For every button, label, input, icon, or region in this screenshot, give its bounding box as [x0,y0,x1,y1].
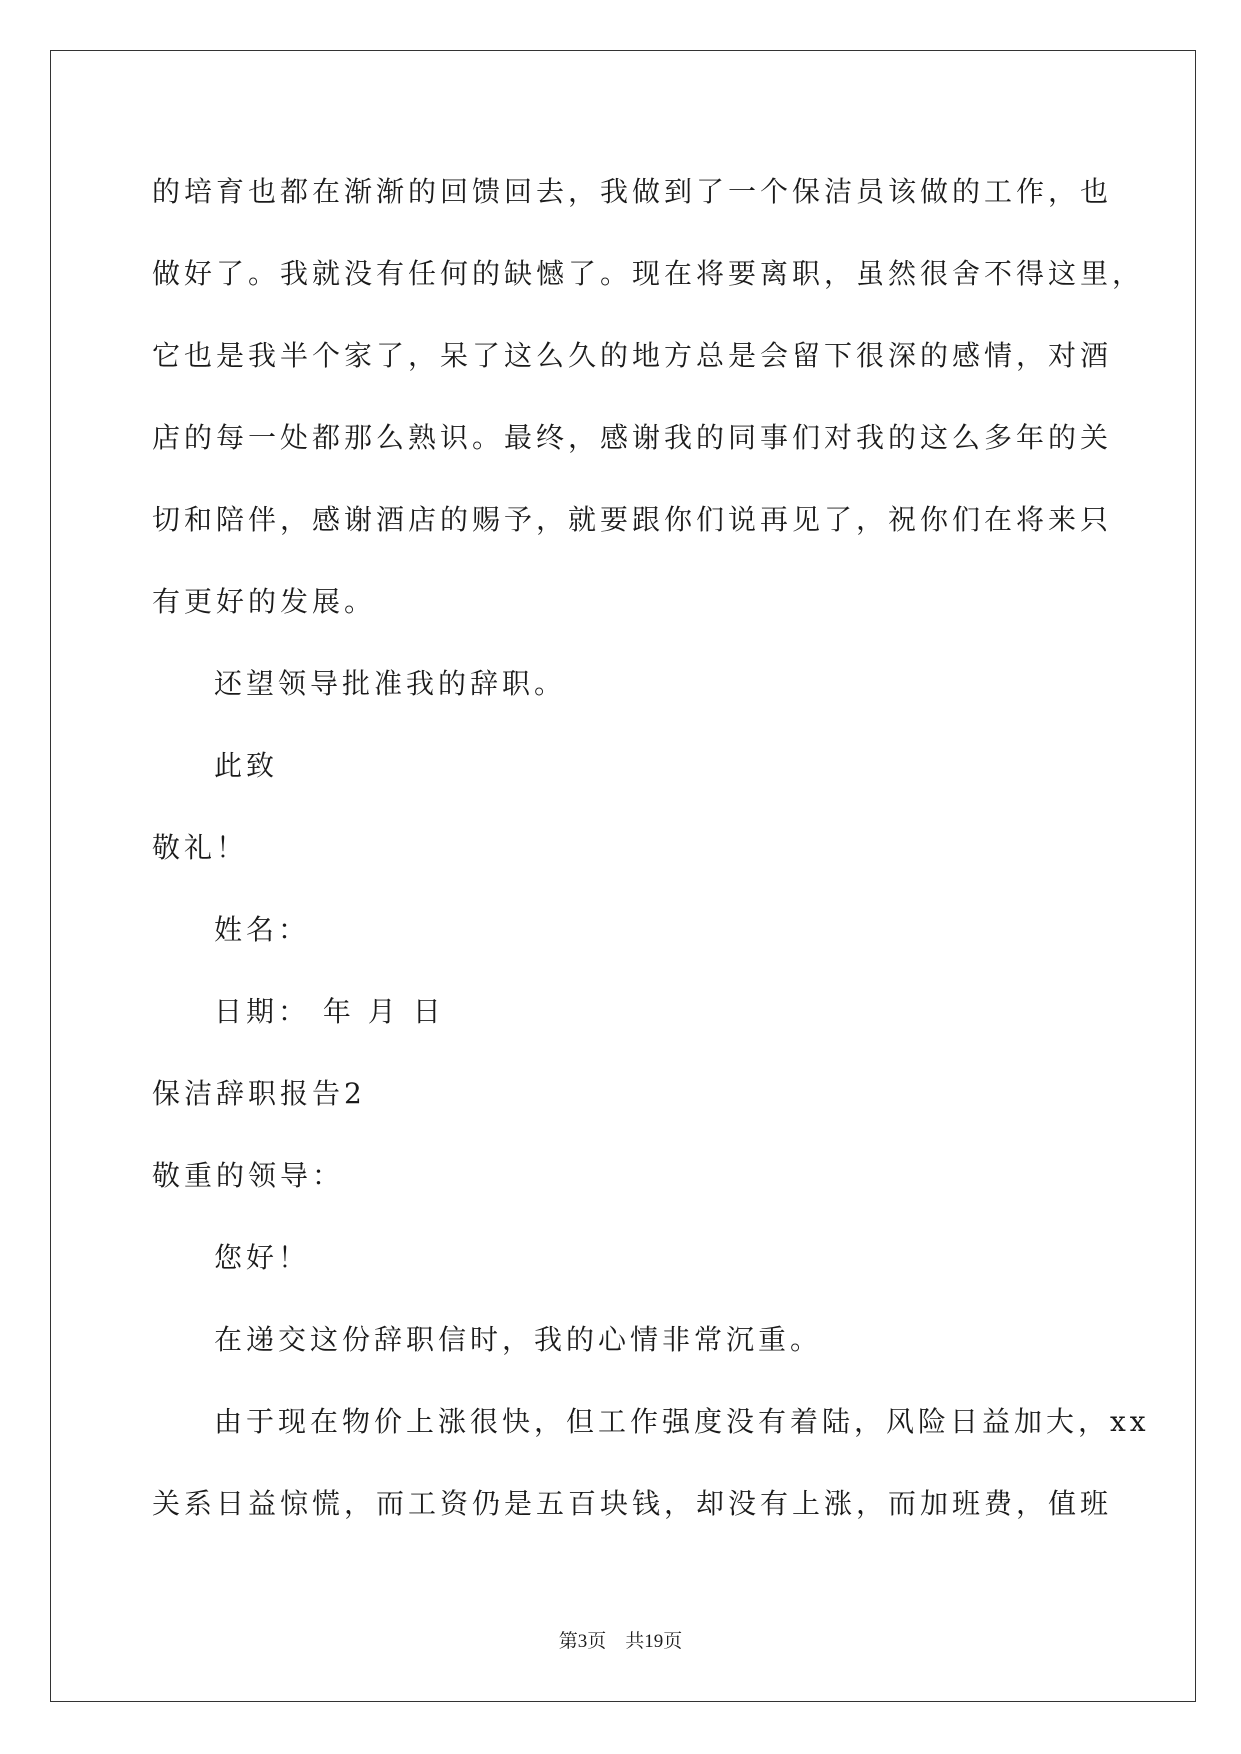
body-line: 它也是我半个家了，呆了这么久的地方总是会留下很深的感情，对酒 [152,339,1113,372]
body-line: 做好了。我就没有任何的缺憾了。现在将要离职，虽然很舍不得这里， [152,257,1145,290]
body-line: 由于现在物价上涨很快，但工作强度没有着陆，风险日益加大，xx [214,1405,1150,1438]
signature-date-label: 日期： 年 月 日 [214,995,445,1028]
page-number-footer: 第3页 共19页 [558,1631,683,1652]
body-line: 在递交这份辞职信时，我的心情非常沉重。 [214,1323,823,1356]
body-line: 关系日益惊慌，而工资仍是五百块钱，却没有上涨，而加班费，值班 [152,1487,1113,1520]
body-line: 还望领导批准我的辞职。 [214,667,567,700]
body-line: 的培育也都在渐渐的回馈回去，我做到了一个保洁员该做的工作，也 [152,175,1113,208]
body-line: 店的每一处都那么熟识。最终，感谢我的同事们对我的这么多年的关 [152,421,1113,454]
body-line: 切和陪伴，感谢酒店的赐予，就要跟你们说再见了，祝你们在将来只 [152,503,1113,536]
signature-name-label: 姓名： [214,913,311,946]
section-heading: 保洁辞职报告2 [152,1077,366,1110]
closing-respect: 敬礼！ [152,831,249,864]
letter-salutation: 敬重的领导： [152,1159,345,1192]
body-line: 有更好的发展。 [152,585,377,618]
greeting: 您好！ [214,1241,311,1274]
closing-salutation: 此致 [214,749,279,782]
page-frame [50,50,1196,1702]
